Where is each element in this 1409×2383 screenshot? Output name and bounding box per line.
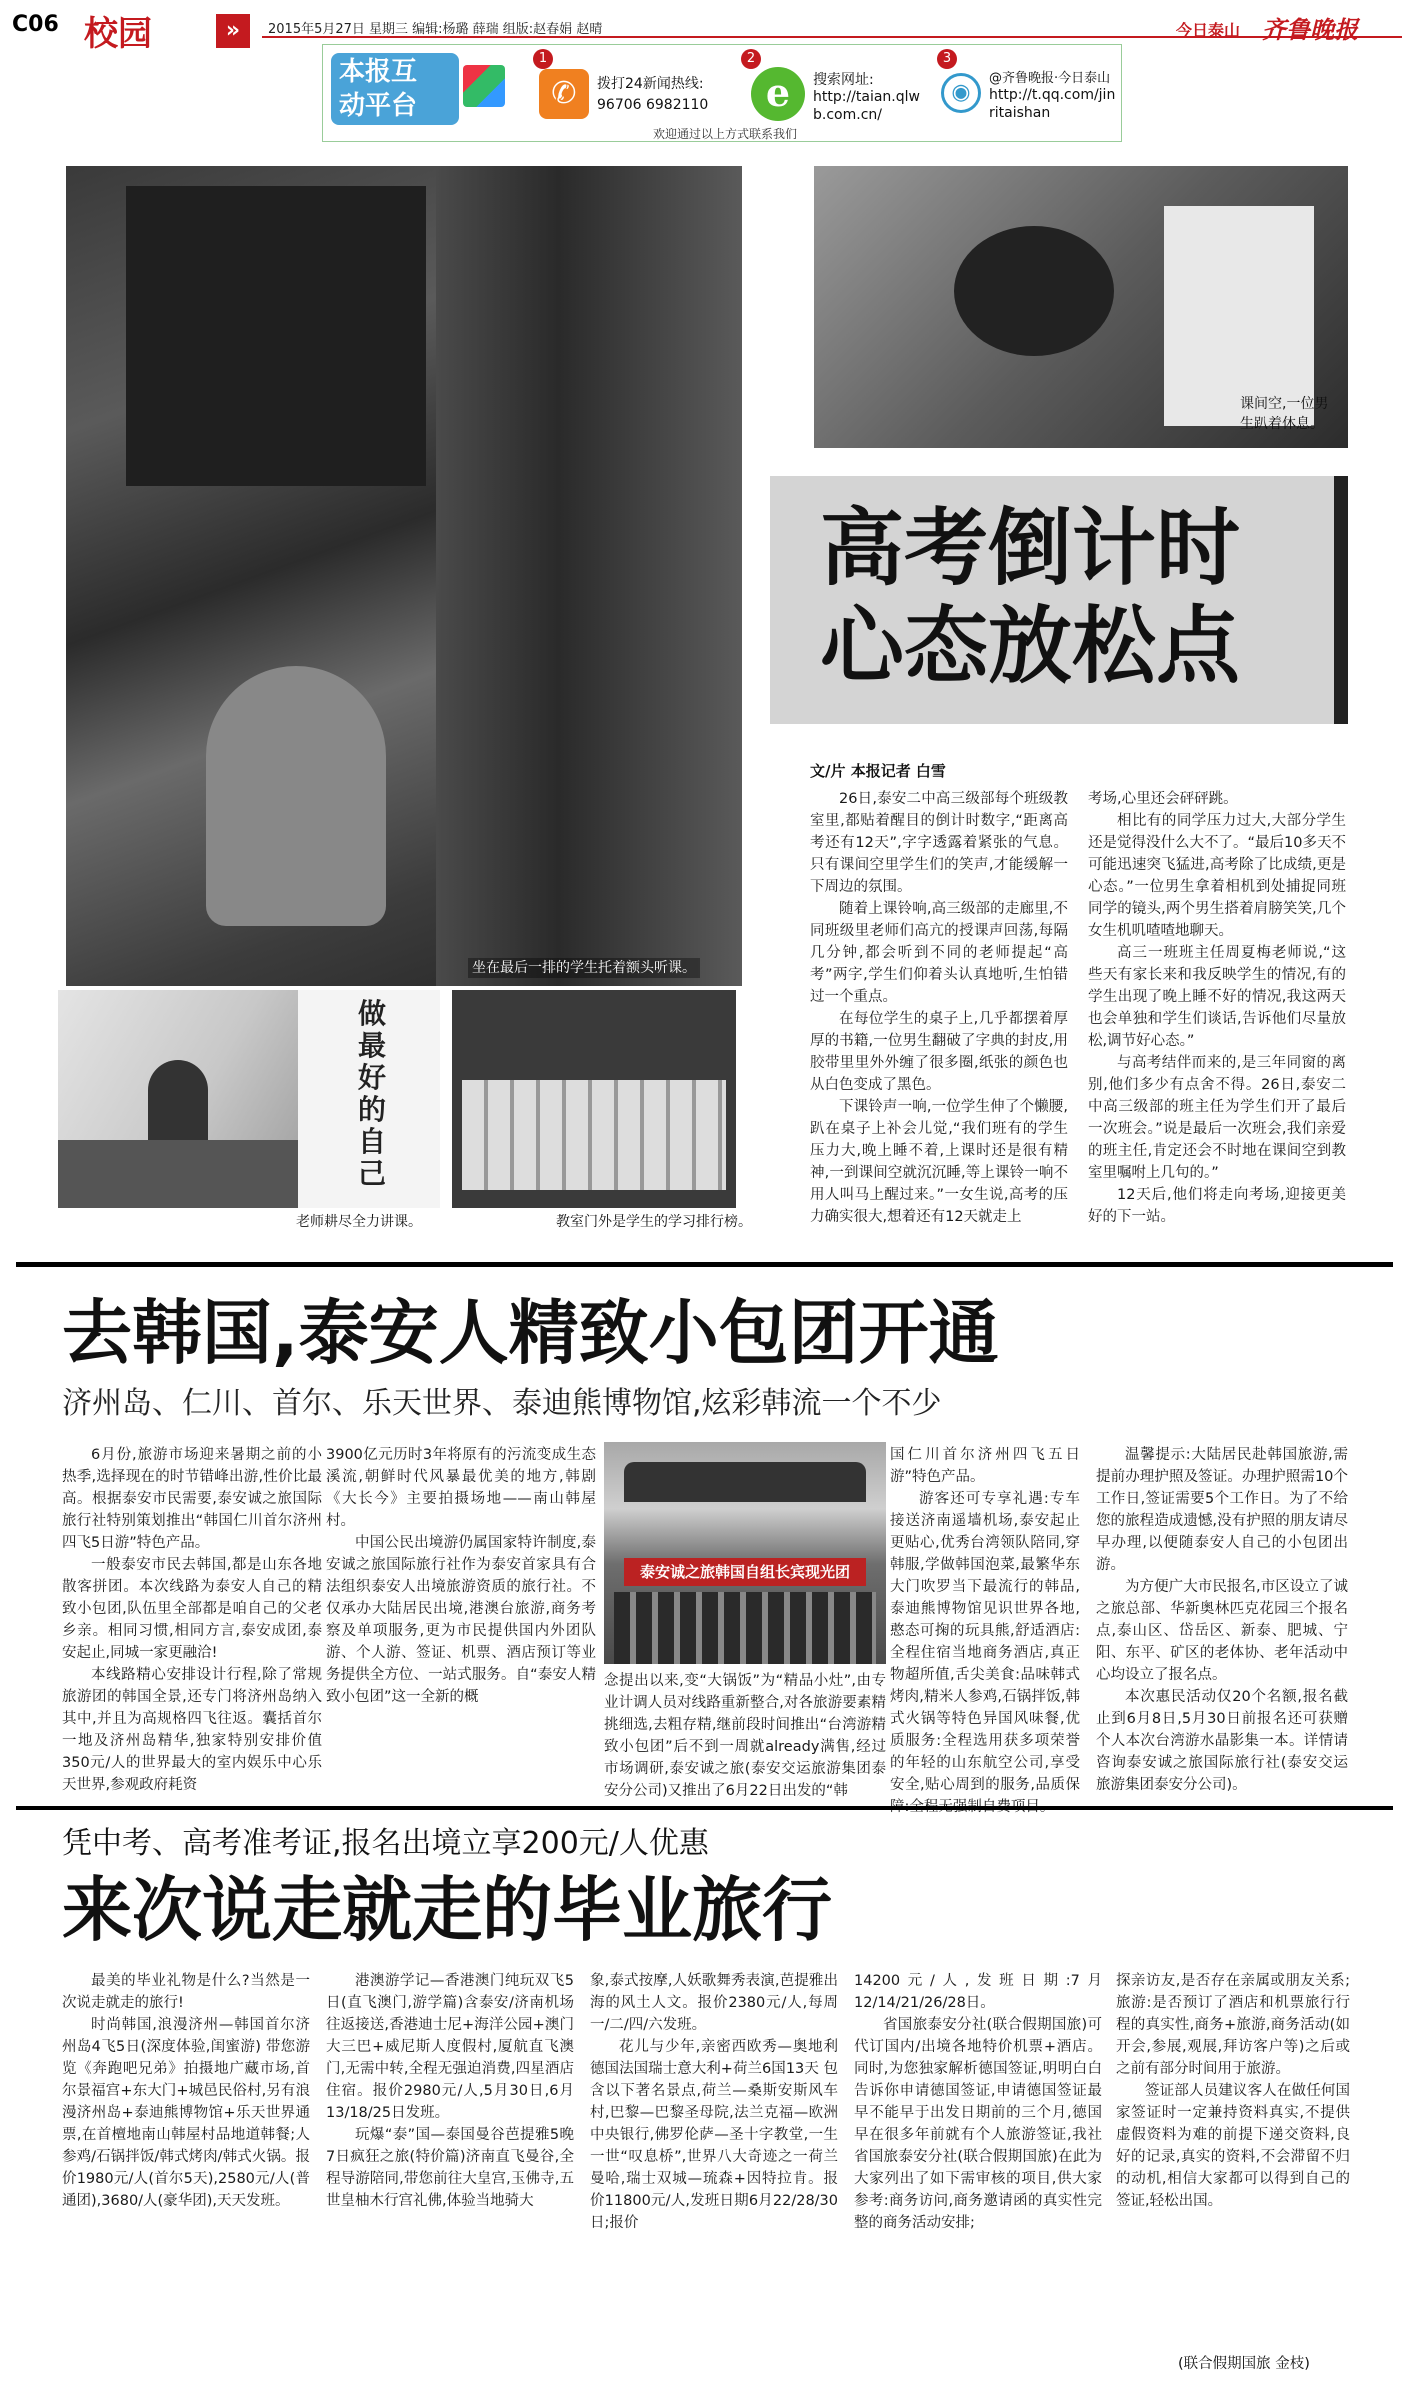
banner-title-box bbox=[331, 53, 459, 125]
photo-teacher bbox=[58, 990, 440, 1208]
story1-column-2 bbox=[1088, 788, 1346, 1238]
banner-footer: 欢迎通过以上方式联系我们 bbox=[653, 127, 798, 141]
hotline-numbers: 96706 6982110 bbox=[597, 97, 709, 113]
weibo-icon: ◉ bbox=[941, 73, 981, 113]
story3-col5-para: 签证部人员建议客人在做任何国家签证时一定兼持资料真实,不提供虚假资料为难的前提下递交资料,良好的记录,真实的资料,不会滞留不归的动机,相信大家都可以得到自己的签证,轻松出国。 bbox=[1116, 2083, 1350, 2209]
photo-head-shape bbox=[954, 226, 1114, 356]
story3-col1-para: 时尚韩国,浪漫济州—韩国首尔济州岛4飞5日(深度体验,闺蜜游) 带您游览《奔跑吧兄弟》拍摄地广藏市场,首尔景福宫+东大门+城邑民俗村,另有浪漫济州岛+泰迪熊博物馆+乐天世界通票,在首檀地南山韩屋村品地道韩餐;人参鸡/石锅拌饭/韩式烤肉/韩式火锅。报价1980元/人(首尔5天),2580元/人(普通团),3680/人(豪华团),天天发班。 bbox=[62, 2017, 310, 2209]
paper-logo: 齐鲁晚报 bbox=[1262, 15, 1358, 44]
story1-col1-para: 随着上课铃响,高三级部的走廊里,不同班级里老师们高亢的授课声回荡,每隔几分钟,都会听到不同的老师提起“高考”两字,学生们仰着头认真地听,生怕错过一个重点。 bbox=[810, 901, 1068, 1005]
story3-col5-para: 探亲访友,是否存在亲属或朋友关系;旅游:是否预订了酒店和机票旅行行程的真实性,商务+旅游,商务活动(如开会,参展,观展,拜访客户等)之后或之前有部分时间用于旅游。 bbox=[1116, 1973, 1350, 2077]
story3-title: 来次说走就走的毕业旅行 bbox=[62, 1869, 832, 1951]
photo-ranking-board bbox=[452, 990, 736, 1208]
photo-teacher-caption: 老师耕尽全力讲课。 bbox=[296, 1214, 422, 1230]
story1-col1-para: 下课铃声一响,一位学生伸了个懒腰,趴在桌子上补会儿觉,“我们班有的学生压力大,晚上睡不着,上课时还是很有精神,一到课间空就沉沉睡,等上课铃一响不用人叫马上醒过来。”一女生说,高考的压力确实很大,想着还有12天就走上 bbox=[810, 1099, 1068, 1225]
header-meta: 2015年5月27日 星期三 编辑:杨璐 薛瑞 组版:赵春娟 赵晴 bbox=[268, 22, 603, 37]
edition-name: 今日泰山 bbox=[1176, 21, 1241, 40]
story3-column-4 bbox=[854, 1970, 1102, 2370]
hotline-label: 拨打24新闻热线: bbox=[597, 76, 704, 92]
story3-col4-para: 省国旅泰安分社(联合假期国旅)可代订国内/出境各地特价机票+酒店。同时,为您独家解析德国签证,明明白白告诉你申请德国签证,申请德国签证最早不能早于出发日期前的三个月,德国早在很多年前就有个人旅游签证,我社省国旅泰安分社(联合假期国旅)在此为大家列出了如下需审核的项目,供大家参考:商务访问,商务邀请函的真实性完整的商务活动安排; bbox=[854, 2017, 1102, 2231]
story2-col1-para: 一般泰安市民去韩国,都是山东各地散客拼团。本次线路为泰安人自己的精致小包团,队伍里全部都是咱自己的父老乡亲。相同习惯,相同方言,泰安成团,泰安起止,同城一家更融洽! bbox=[62, 1557, 322, 1661]
weibo-url-line2: ritaishan bbox=[989, 105, 1051, 121]
web-icon: e bbox=[751, 67, 805, 121]
story3-signoff: (联合假期国旅 金枝) bbox=[1178, 2356, 1310, 2372]
story2-column-4 bbox=[890, 1444, 1080, 1796]
story1-col2-para: 考场,心里还会砰砰跳。 bbox=[1088, 791, 1238, 807]
story1-col2-para: 相比有的同学压力过大,大部分学生还是觉得没什么大不了。“最后10多天不可能迅速突飞猛进,高考除了比成绩,更是心态。”一位男生拿着相机到处捕捉同班同学的镜头,两个男生搭着肩膀笑笑,几个女生机叽喳喳地聊天。 bbox=[1088, 813, 1346, 939]
site-label: 搜索网址: bbox=[813, 72, 874, 88]
story2-column-1 bbox=[62, 1444, 322, 1796]
story2-title: 去韩国,泰安人精致小包团开通 bbox=[62, 1292, 999, 1374]
banner-title-line2: 动平台 bbox=[339, 91, 418, 121]
story1-title-box bbox=[770, 476, 1348, 724]
story2-col1-para: 6月份,旅游市场迎来暑期之前的小热季,选择现在的时节错峰出游,性价比最高。根据泰安市民需要,泰安诚之旅国际旅行社特别策划推出“韩国仁川首尔济州四飞5日游”特色产品。 bbox=[62, 1447, 322, 1551]
weibo-label: @齐鲁晚报·今日泰山 bbox=[989, 71, 1111, 86]
story3-col2-para: 港澳游学记—香港澳门纯玩双飞5日(直飞澳门,游学篇)含泰安/济南机场往返接送,香港迪士尼+海洋公园+澳门大三巴+威尼斯人度假村,厦航直飞澳门,无需中转,全程无强迫消费,四星酒店住宿。报价2980元/人,5月30日,6月13/18/25日发班。 bbox=[326, 1973, 574, 2121]
story2-col1-para: 本线路精心安排设计行程,除了常规旅游团的韩国全景,还专门将济州岛纳入其中,并且为高规格四飞往返。囊括首尔一地及济州岛精华,独家特别安排价值350元/人的世界最大的室内娱乐中心乐天世界,参观政府耗资 bbox=[62, 1667, 322, 1793]
story1-title-line1: 高考倒计时 bbox=[820, 499, 1241, 597]
story2-column-2 bbox=[326, 1444, 596, 1796]
story1-col2-para: 与高考结伴而来的,是三年同窗的离别,他们多少有点舍不得。26日,泰安二中高三级部的班主任为学生们开了最后一次班会。”说是最后一次班会,我们亲爱的班主任,肯定还会不时地在课间空到教室里嘱咐上几句的。” bbox=[1088, 1055, 1346, 1181]
photo-gate-roof bbox=[624, 1462, 866, 1502]
story2-col2-para: 中国公民出境游仍属国家特许制度,泰安诚之旅国际旅行社作为泰安首家具有合法组织泰安人出境旅游资质的旅行社。不仅承办大陆居民出境,港澳台旅游,商务考察及单项服务,更为市民提供国内外团队游、个人游、签证、机票、酒店预订等业务提供全方位、一站式服务。自“泰安人精致小包团”这一全新的概 bbox=[326, 1535, 596, 1705]
photo-top-caption: 课间空,一位男生趴着休息。 bbox=[1240, 396, 1329, 432]
photo-door-frame bbox=[436, 166, 742, 986]
story3-col3-para: 象,泰式按摩,人妖歌舞秀表演,芭提雅出海的风土人文。报价2380元/人,每周一/二/四/六发班。 bbox=[590, 1973, 838, 2033]
story1-col1-para: 在每位学生的桌子上,几乎都摆着厚厚的书籍,一位男生翻破了字典的封皮,用胶带里里外外缠了很多圈,纸张的颜色也从白色变成了黑色。 bbox=[810, 1011, 1068, 1093]
story2-column-3 bbox=[604, 1670, 886, 1800]
phone-icon: ✆ bbox=[539, 69, 589, 119]
board-slogan: 做最好的自己 bbox=[358, 997, 387, 1190]
story3-column-1 bbox=[62, 1970, 310, 2370]
story3-col4-para: 14200元/人,发班日期:7月12/14/21/26/28日。 bbox=[854, 1973, 1102, 2011]
story3-column-5 bbox=[1116, 1970, 1350, 2348]
section-divider-1 bbox=[16, 1262, 1393, 1267]
story2-column-5 bbox=[1096, 1444, 1348, 1796]
weibo-url-line1: http://t.qq.com/jin bbox=[989, 87, 1116, 103]
photo-group-people bbox=[614, 1592, 876, 1664]
story2-col2-para: 3900亿元历时3年将原有的污流变成生态溪流,朝鲜时代风暴最优美的地方,韩剧《大长今》主要拍摄场地——南山韩屋村。 bbox=[326, 1447, 596, 1529]
photo-classroom-main bbox=[66, 166, 742, 986]
story3-column-2 bbox=[326, 1970, 574, 2370]
story2-col5-para: 本次惠民活动仅20个名额,报名截止到6月8日,5月30日前报名还可获赠个人本次台湾游水晶影集一本。详情请咨询泰安诚之旅国际旅行社(泰安交运旅游集团泰安分公司)。 bbox=[1096, 1689, 1348, 1793]
story3-col1-para: 最美的毕业礼物是什么?当然是一次说走就走的旅行! bbox=[62, 1973, 310, 2011]
story1-col1-para: 26日,泰安二中高三级部每个班级教室里,都贴着醒目的倒计时数字,“距离高考还有12天”,字字透露着紧张的气息。只有课间空里学生们的笑声,才能缓解一下周边的氛围。 bbox=[810, 791, 1068, 895]
photo-students-row bbox=[58, 1140, 298, 1208]
story2-col5-para: 温馨提示:大陆居民赴韩国旅游,需提前办理护照及签证。办理护照需10个工作日,签证需要5个工作日。为了不给您的旅程造成遗憾,没有护照的朋友请尽早办理,以便随泰安人自己的小包团出游。 bbox=[1096, 1447, 1348, 1573]
photo-book-stack bbox=[1164, 206, 1314, 426]
banner-number-3: 3 bbox=[937, 49, 957, 69]
story1-col2-para: 高三一班班主任周夏梅老师说,“这些天有家长来和我反映学生的情况,有的学生出现了晚上睡不好的情况,我这两天也会单独和学生们谈话,告诉他们尽量放松,调节好心态。” bbox=[1088, 945, 1346, 1049]
site-url-line2: b.com.cn/ bbox=[813, 107, 882, 123]
banner-number-1: 1 bbox=[533, 49, 553, 69]
banner-number-2: 2 bbox=[741, 49, 761, 69]
story2-col3-para: 念提出以来,变“大锅饭”为“精品小灶”,由专业计调人员对线路重新整合,对各旅游要素精挑细选,去粗存精,继前段时间推出“台湾游精致小包团”后不到一周就already满售,经过市场调研,泰安诚之旅(泰安交运旅游集团泰安分公司)又推出了6月22日出发的“韩 bbox=[604, 1673, 886, 1799]
story3-col2-para: 玩爆“泰”国—泰国曼谷芭提雅5晚7日疯狂之旅(特价篇)济南直飞曼谷,全程导游陪同,带您前往大皇宫,玉佛寺,五世皇柚木行宫礼佛,体验当地骑大 bbox=[326, 2127, 574, 2209]
story2-col4-para: 国仁川首尔济州四飞五日游”特色产品。 bbox=[890, 1447, 1080, 1485]
interactive-banner bbox=[322, 44, 1122, 142]
story1-title-line2: 心态放松点 bbox=[820, 597, 1241, 695]
story3-col3-para: 花儿与少年,亲密西欧秀—奥地利德国法国瑞士意大利+荷兰6国13天 包含以下著名景点,荷兰—桑斯安斯风车村,巴黎—巴黎圣母院,法兰克福—欧洲中央银行,佛罗伦萨—圣十字教堂,一生一世“叹息桥”,世界八大奇迹之一荷兰曼哈,瑞士双城—琉森+因特拉肯。报价11800元/人,发班日期6月22/28/30日;报价 bbox=[590, 2039, 838, 2231]
photo-group-banner: 泰安诚之旅韩国自组长宾现光团 bbox=[624, 1558, 866, 1586]
photo-tour-group bbox=[604, 1442, 886, 1664]
story2-subtitle: 济州岛、仁川、首尔、乐天世界、泰迪熊博物馆,炫彩韩流一个不少 bbox=[62, 1386, 942, 1421]
banner-title-line1: 本报互 bbox=[339, 57, 418, 87]
photo-student-figure bbox=[206, 666, 386, 926]
section-arrow-icon: » bbox=[216, 14, 250, 48]
story1-byline: 文/片 本报记者 白雪 bbox=[810, 762, 946, 780]
story1-col2-para: 12天后,他们将走向考场,迎接更美好的下一站。 bbox=[1088, 1187, 1346, 1225]
section-divider-2 bbox=[16, 1806, 1393, 1810]
section-name: 校园 bbox=[84, 14, 152, 54]
banner-cube-icon bbox=[463, 65, 505, 107]
photo-main-caption: 坐在最后一排的学生托着额头听课。 bbox=[468, 958, 700, 978]
story2-col5-para: 为方便广大市民报名,市区设立了诚之旅总部、华新奥林匹克花园三个报名点,泰山区、岱岳区、新泰、肥城、宁阳、东平、矿区的老体协、老年活动中心均设立了报名点。 bbox=[1096, 1579, 1348, 1683]
site-url-line1: http://taian.qlw bbox=[813, 89, 920, 105]
photo-board-caption: 教室门外是学生的学习排行榜。 bbox=[556, 1214, 752, 1230]
story1-column-1 bbox=[810, 788, 1068, 1238]
story2-col4-para: 游客还可专享礼遇:专车接送济南遥墙机场,泰安起止更贴心,优秀台湾领队陪同,穿韩服,学做韩国泡菜,最繁华东大门吹罗当下最流行的韩品,泰迪熊博物馆见识世界各地,憨态可掬的玩具熊,舒适酒店:全程住宿当地商务酒店,真正物超所值,舌尖美食:品味韩式烤肉,精米人参鸡,石锅拌饭,韩式火锅等特色异国风味餐,优质服务:全程选用获多项荣誉的年轻的山东航空公司,享受安全,贴心周到的服务,品质保 bbox=[890, 1491, 1080, 1793]
page-code: C06 bbox=[12, 12, 59, 37]
photo-blackboard bbox=[126, 186, 426, 486]
story3-kicker: 凭中考、高考准考证,报名出境立享200元/人优惠 bbox=[62, 1826, 709, 1861]
photo-ranking-grid bbox=[462, 1080, 726, 1190]
story3-column-3 bbox=[590, 1970, 838, 2370]
